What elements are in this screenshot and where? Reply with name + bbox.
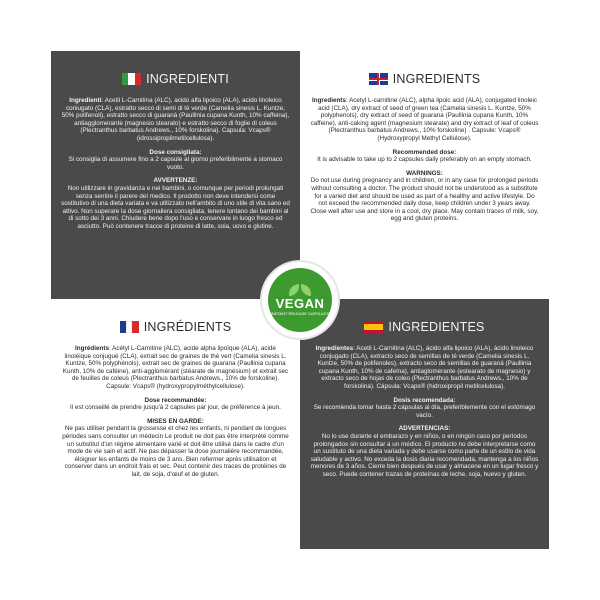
panel-french (51, 299, 300, 549)
ingredients-text (61, 97, 290, 143)
leaf-icon (289, 284, 311, 296)
ingredients-text (310, 345, 539, 391)
warnings-title: WARNINGS: (406, 169, 443, 177)
warnings-title: MISES EN GARDE: (147, 417, 204, 425)
uk-flag-icon (369, 73, 388, 85)
panel-body (310, 97, 539, 229)
france-flag-icon (120, 321, 139, 333)
spain-flag-icon (364, 321, 383, 333)
ingredients-label: Ingrédients (75, 345, 109, 352)
vegan-badge-word: VEGAN (275, 296, 325, 311)
ingredients-list: : Acétyl L-Carnitine (ALC), acide alpha lipoïque (ALA), acide linoléique conjugué (CLA), extrait sec de graines de thé vert (Camelia sinesis L. Kuntze, 50% polyphénols), extrait sec de graines de guarana (Paullinia cupana Kunth, 10% de caféine), anti-agglomérant (stéarate de magnésium) et extrait sec de feuilles de coleus (Plectranthus barbatus Andrews., 10% de forskoline). Capsule: Vcaps® (hydroxypropylméthylcellulose). (62, 345, 289, 390)
panel-title: INGREDIENTES (388, 320, 485, 334)
ingredients-label: Ingredients (311, 97, 346, 104)
panel-header (51, 69, 300, 89)
dose-text: Se recomienda tomar hasta 2 cápsulas al día, preferiblemente con el estómago vacío. (313, 404, 536, 419)
italy-flag-icon (122, 73, 141, 85)
dose-text: Il est conseillé de prendre jusqu'à 2 capsules par jour, de préférence à jeun. (70, 404, 281, 412)
panel-body (61, 97, 290, 237)
warnings-title: ADVERTENCIAS: (398, 425, 451, 433)
ingredients-list: : Acetil L-Carnitina (ALC), acido alfa lipoico (ALA), acido linoleico coniugato (CLA), estratto secco di semi di tè verde (Camelia sinesis L. Kuntze, 50% polifenoli), estratto secco di guaranà (Paullinia cupana Kunth, 10% caffeina), antiagglomerante (magnesio stearato) e estratto secco di foglie di coleus (Plectranthus barbatus Andrews., 10% forskolina). Capsula: Vcaps® (idrossipropilmetilcellulosa). (61, 97, 290, 142)
ingredients-list: : Acetyl L-carnitine (ALC), alpha lipoic acid (ALA), conjugated linoleic acid (CLA), dry extract of seed of green tea (Camelia sinesis L. Kuntze, 50% polyphenols), dry extract of seed of guarana (Paullinia cupana Kunth, 10% caffeine), anti-caking agent (magnesium stearate) and dry extract of leaf of coleus (Plectranthus barbatus Andrews., 10% forskoline) . Capsule: Vcaps® (Hydroxypropyl Methyl Cellulose). (310, 97, 539, 142)
panel-title: INGREDIENTI (146, 72, 229, 86)
ingredients-label: Ingredienti (69, 97, 102, 104)
warnings-text: No lo use durante el embarazo y en niños, o en ningún caso por períodos prolongados sin consultar a un médico. El producto no debe interpretarse como un sustituto de una dieta variada y debe usarse como parte de un estilo de vida saludable y activo. No exceda la dosis diaria recomendada, mantenga a los niños menores de 3 años. Cierre bien después de usar y almacene en un lugar fresco y seco. Puede contener trazas de proteínas de leche, soja, huevo y gluten. (310, 432, 539, 478)
panel-body (310, 345, 539, 485)
dose-title: Dose recommandée: (144, 396, 207, 404)
panel-title: INGRÉDIENTS (143, 320, 232, 334)
panel-spanish (300, 299, 549, 549)
ingredients-list: : Acetil L-Carnitina (ALC), ácido alfa lipoico (ALA), ácido linoleico conjugado (CLA), extracto seco de semillas de té verde (Camelia sinesis L. Kuntze, 50% de polifenoles), extracto seco de semillas de guaraná (Paullinia cupana Kunth, 10% de cafeína), antiaglomerante (estearato de magnesio) y extracto seco de hojas de coleo (Plectranthus barbatus Andrews., 10% de forskolina). Cápsula: Vcaps® (hidroxipropil metilcelulosa). (317, 345, 534, 390)
dose-text: It is advisable to take up to 2 capsules daily preferably on an empty stomach. (317, 156, 532, 164)
dose-title: Dosis recomendada: (393, 396, 456, 404)
dose-title: Recommended dose: (392, 148, 457, 156)
warnings-title: AVVERTENZE: (153, 177, 198, 185)
panel-english (300, 51, 549, 299)
warnings-text: Do not use during pregnancy and in children, or in any case for prolonged periods without consulting a doctor. The product should not be understood as a substitute for a varied diet and should be used as part of a healthy and active lifestyle. Do not exceed the recommended daily dose, keep children under 3 years away. Close well after use and store in a cool, dry place. May contain traces of milk, soy, egg and gluten proteins. (310, 177, 539, 223)
vegan-badge-inner (268, 268, 332, 332)
warnings-text: Ne pas utiliser pendant la grossesse et chez les enfants, ni pendant de longues périodes sans consulter un médecin Le produit ne doit pas être interprété comme un substitut d'un régime alimentaire varié et doit être utilisé dans le cadre d'un mode de vie sain et actif. Ne pas dépasser la dose journalière recommandée, éloigner les enfants de moins de 3 ans. Bien refermer après utilisation et conserver dans un endroit frais et sec. Peut contenir des traces de protéines de lait, de soja, d'œuf et de gluten. (62, 425, 289, 478)
ingredients-label: Ingredientes (315, 345, 354, 352)
dose-text: Si consiglia di assumere fino a 2 capsule al giorno preferibilmente a stomaco vuoto. (68, 156, 283, 171)
ingredients-text (310, 97, 539, 143)
panel-header (300, 317, 549, 337)
panel-body (61, 345, 290, 485)
vegan-badge (262, 262, 338, 338)
panel-title: INGREDIENTS (392, 72, 481, 86)
vegan-badge-subtext: INSTANT RELEASE CAPSULES (270, 311, 330, 316)
ingredients-text (61, 345, 290, 391)
panel-header (300, 69, 549, 89)
dose-title: Dose consigliata: (149, 148, 202, 156)
warnings-text: Non utilizzare in gravidanza e nei bambini, o comunque per periodi prolungati senza sentire il parere del medico. Il prodotto non deve intendersi come sostitutivo di una dieta variata e va utilizzato nell'ambito di uno stile di vita sano ed attivo. Non superare la dose giornaliera consigliata, tenere lontano dei bambini al di sotto dei 3 anni. Chiudere bene dopo l'uso e conservare in luogo fresco ed asciutto. Può contenere tracce di proteine di latte, soia, uovo e glutine. (61, 184, 290, 230)
panel-header (51, 317, 300, 337)
panel-italian (51, 51, 300, 299)
